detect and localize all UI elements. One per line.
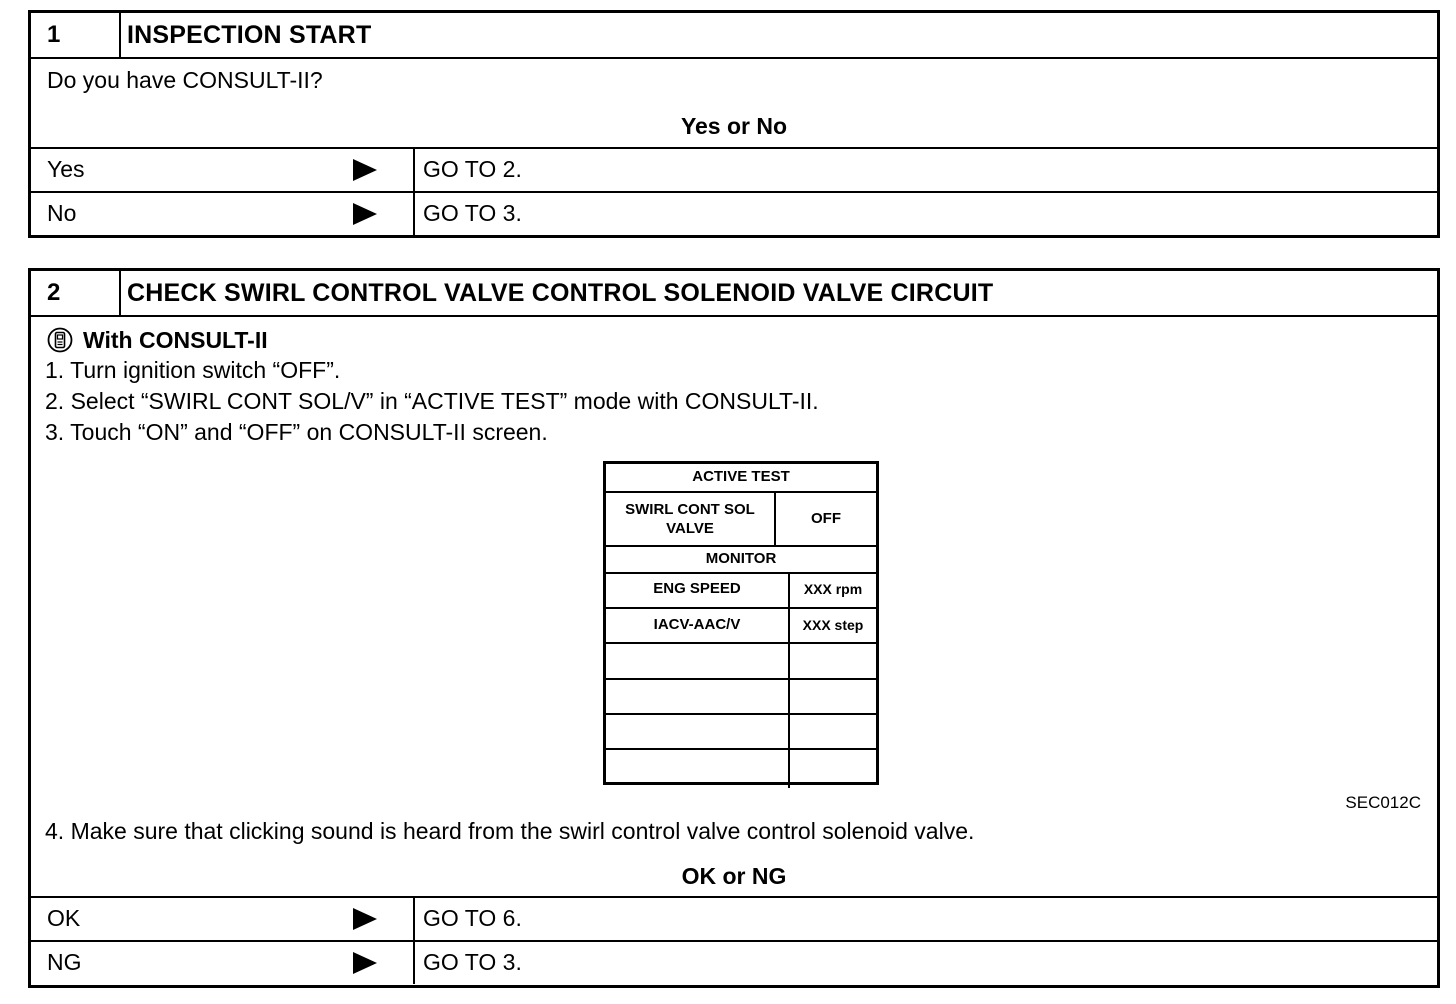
answer-label: Yes or No xyxy=(680,113,788,139)
with-consult-label: With CONSULT-II xyxy=(83,327,268,353)
divider xyxy=(606,642,876,644)
question-text: Do you have CONSULT-II? xyxy=(47,67,323,93)
step-3: 3. Touch “ON” and “OFF” on CONSULT-II screen. xyxy=(45,419,548,445)
consult-device-icon xyxy=(47,327,73,359)
option-row-no[interactable] xyxy=(31,191,1437,235)
option-row-ok[interactable] xyxy=(31,896,1437,940)
section-number: 1 xyxy=(31,13,121,57)
active-test-item-value: OFF xyxy=(811,510,841,527)
active-test-screen xyxy=(603,461,879,785)
divider xyxy=(606,491,876,493)
option-left-cell xyxy=(31,149,415,191)
option-label: Yes xyxy=(47,156,85,182)
option-target: GO TO 6. xyxy=(423,905,522,931)
monitor-row-name: IACV-AAC/V xyxy=(653,616,741,633)
option-left-cell xyxy=(31,942,415,984)
section-title: INSPECTION START xyxy=(127,21,372,49)
active-test-item: SWIRL CONT SOL VALVE xyxy=(625,501,755,537)
divider xyxy=(606,545,876,547)
arrow-right-icon xyxy=(353,952,377,974)
step-2: 2. Select “SWIRL CONT SOL/V” in “ACTIVE TEST” mode with CONSULT-II. xyxy=(45,388,819,414)
arrow-right-icon xyxy=(353,908,377,930)
divider xyxy=(606,748,876,750)
arrow-right-icon xyxy=(353,203,377,225)
section-2-header xyxy=(31,271,1437,317)
divider xyxy=(606,607,876,609)
option-left-cell xyxy=(31,898,415,940)
step-1: 1. Turn ignition switch “OFF”. xyxy=(45,357,341,383)
section-1-header xyxy=(31,13,1437,59)
option-label: NG xyxy=(47,949,82,975)
section-1-box xyxy=(28,10,1440,238)
monitor-row-value: XXX rpm xyxy=(803,581,863,597)
option-left-cell xyxy=(31,193,415,235)
arrow-right-icon xyxy=(353,159,377,181)
figure-code: SEC012C xyxy=(1345,793,1421,812)
answer-label: OK or NG xyxy=(681,863,787,889)
option-target: GO TO 3. xyxy=(423,200,522,226)
section-2-box xyxy=(28,268,1440,988)
option-label: OK xyxy=(47,905,81,931)
with-consult-heading xyxy=(47,327,268,359)
divider xyxy=(606,713,876,715)
section-title: CHECK SWIRL CONTROL VALVE CONTROL SOLENOID VALVE CIRCUIT xyxy=(127,279,994,307)
divider xyxy=(788,572,790,788)
option-row-yes[interactable] xyxy=(31,147,1437,191)
option-row-ng[interactable] xyxy=(31,940,1437,984)
option-label: No xyxy=(47,200,77,226)
divider xyxy=(606,678,876,680)
option-target: GO TO 3. xyxy=(423,949,522,975)
section-number: 2 xyxy=(31,271,121,315)
monitor-row-value: XXX step xyxy=(802,617,864,633)
monitor-title: MONITOR xyxy=(705,550,777,567)
option-target: GO TO 2. xyxy=(423,156,522,182)
monitor-row-name: ENG SPEED xyxy=(653,580,741,597)
active-test-title: ACTIVE TEST xyxy=(692,468,790,485)
divider xyxy=(606,572,876,574)
step-4: 4. Make sure that clicking sound is heard from the swirl control valve control solenoid valve. xyxy=(45,818,975,844)
